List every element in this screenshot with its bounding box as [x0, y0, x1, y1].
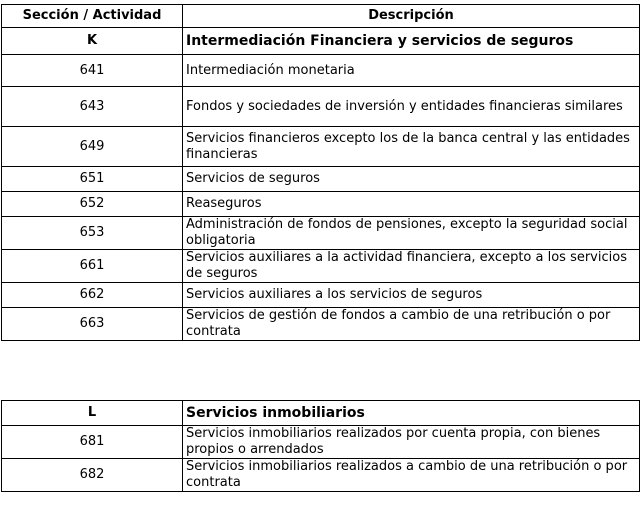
table-row [2, 192, 640, 217]
table-row [2, 55, 640, 87]
table-row [2, 217, 640, 250]
section-row-l [2, 401, 640, 426]
section-code: L [2, 401, 183, 426]
table-row [2, 87, 640, 127]
activity-code: 651 [2, 167, 183, 192]
activity-code: 662 [2, 283, 183, 308]
activity-code: 649 [2, 127, 183, 167]
activity-description: Servicios auxiliares a la actividad financiera, excepto a los servicios de seguros [183, 250, 640, 283]
activity-code: 652 [2, 192, 183, 217]
activity-description: Servicios de seguros [183, 167, 640, 192]
column-header-description: Descripción [183, 5, 640, 28]
section-title: Intermediación Financiera y servicios de seguros [183, 28, 640, 55]
table-row [2, 127, 640, 167]
activity-code: 682 [2, 459, 183, 492]
activity-description: Servicios inmobiliarios realizados a cambio de una retribución o por contrata [183, 459, 640, 492]
table-row [2, 167, 640, 192]
activity-table-k [1, 4, 640, 341]
table-row [2, 283, 640, 308]
section-code: K [2, 28, 183, 55]
activity-description: Reaseguros [183, 192, 640, 217]
table-header-row [2, 5, 640, 28]
activity-code: 641 [2, 55, 183, 87]
section-title: Servicios inmobiliarios [183, 401, 640, 426]
activity-description: Intermediación monetaria [183, 55, 640, 87]
activity-code: 661 [2, 250, 183, 283]
activity-description: Servicios financieros excepto los de la banca central y las entidades financieras [183, 127, 640, 167]
table-row [2, 308, 640, 341]
activity-code: 681 [2, 426, 183, 459]
section-row-k [2, 28, 640, 55]
activity-description: Servicios auxiliares a los servicios de seguros [183, 283, 640, 308]
table-row [2, 426, 640, 459]
activity-description: Servicios de gestión de fondos a cambio de una retribución o por contrata [183, 308, 640, 341]
activity-code: 653 [2, 217, 183, 250]
activity-code: 663 [2, 308, 183, 341]
activity-description: Servicios inmobiliarios realizados por cuenta propia, con bienes propios o arrendados [183, 426, 640, 459]
column-header-section: Sección / Actividad [2, 5, 183, 28]
table-row [2, 459, 640, 492]
activity-description: Administración de fondos de pensiones, excepto la seguridad social obligatoria [183, 217, 640, 250]
activity-description: Fondos y sociedades de inversión y entidades financieras similares [183, 87, 640, 127]
activity-table-l [1, 400, 640, 492]
table-row [2, 250, 640, 283]
activity-code: 643 [2, 87, 183, 127]
